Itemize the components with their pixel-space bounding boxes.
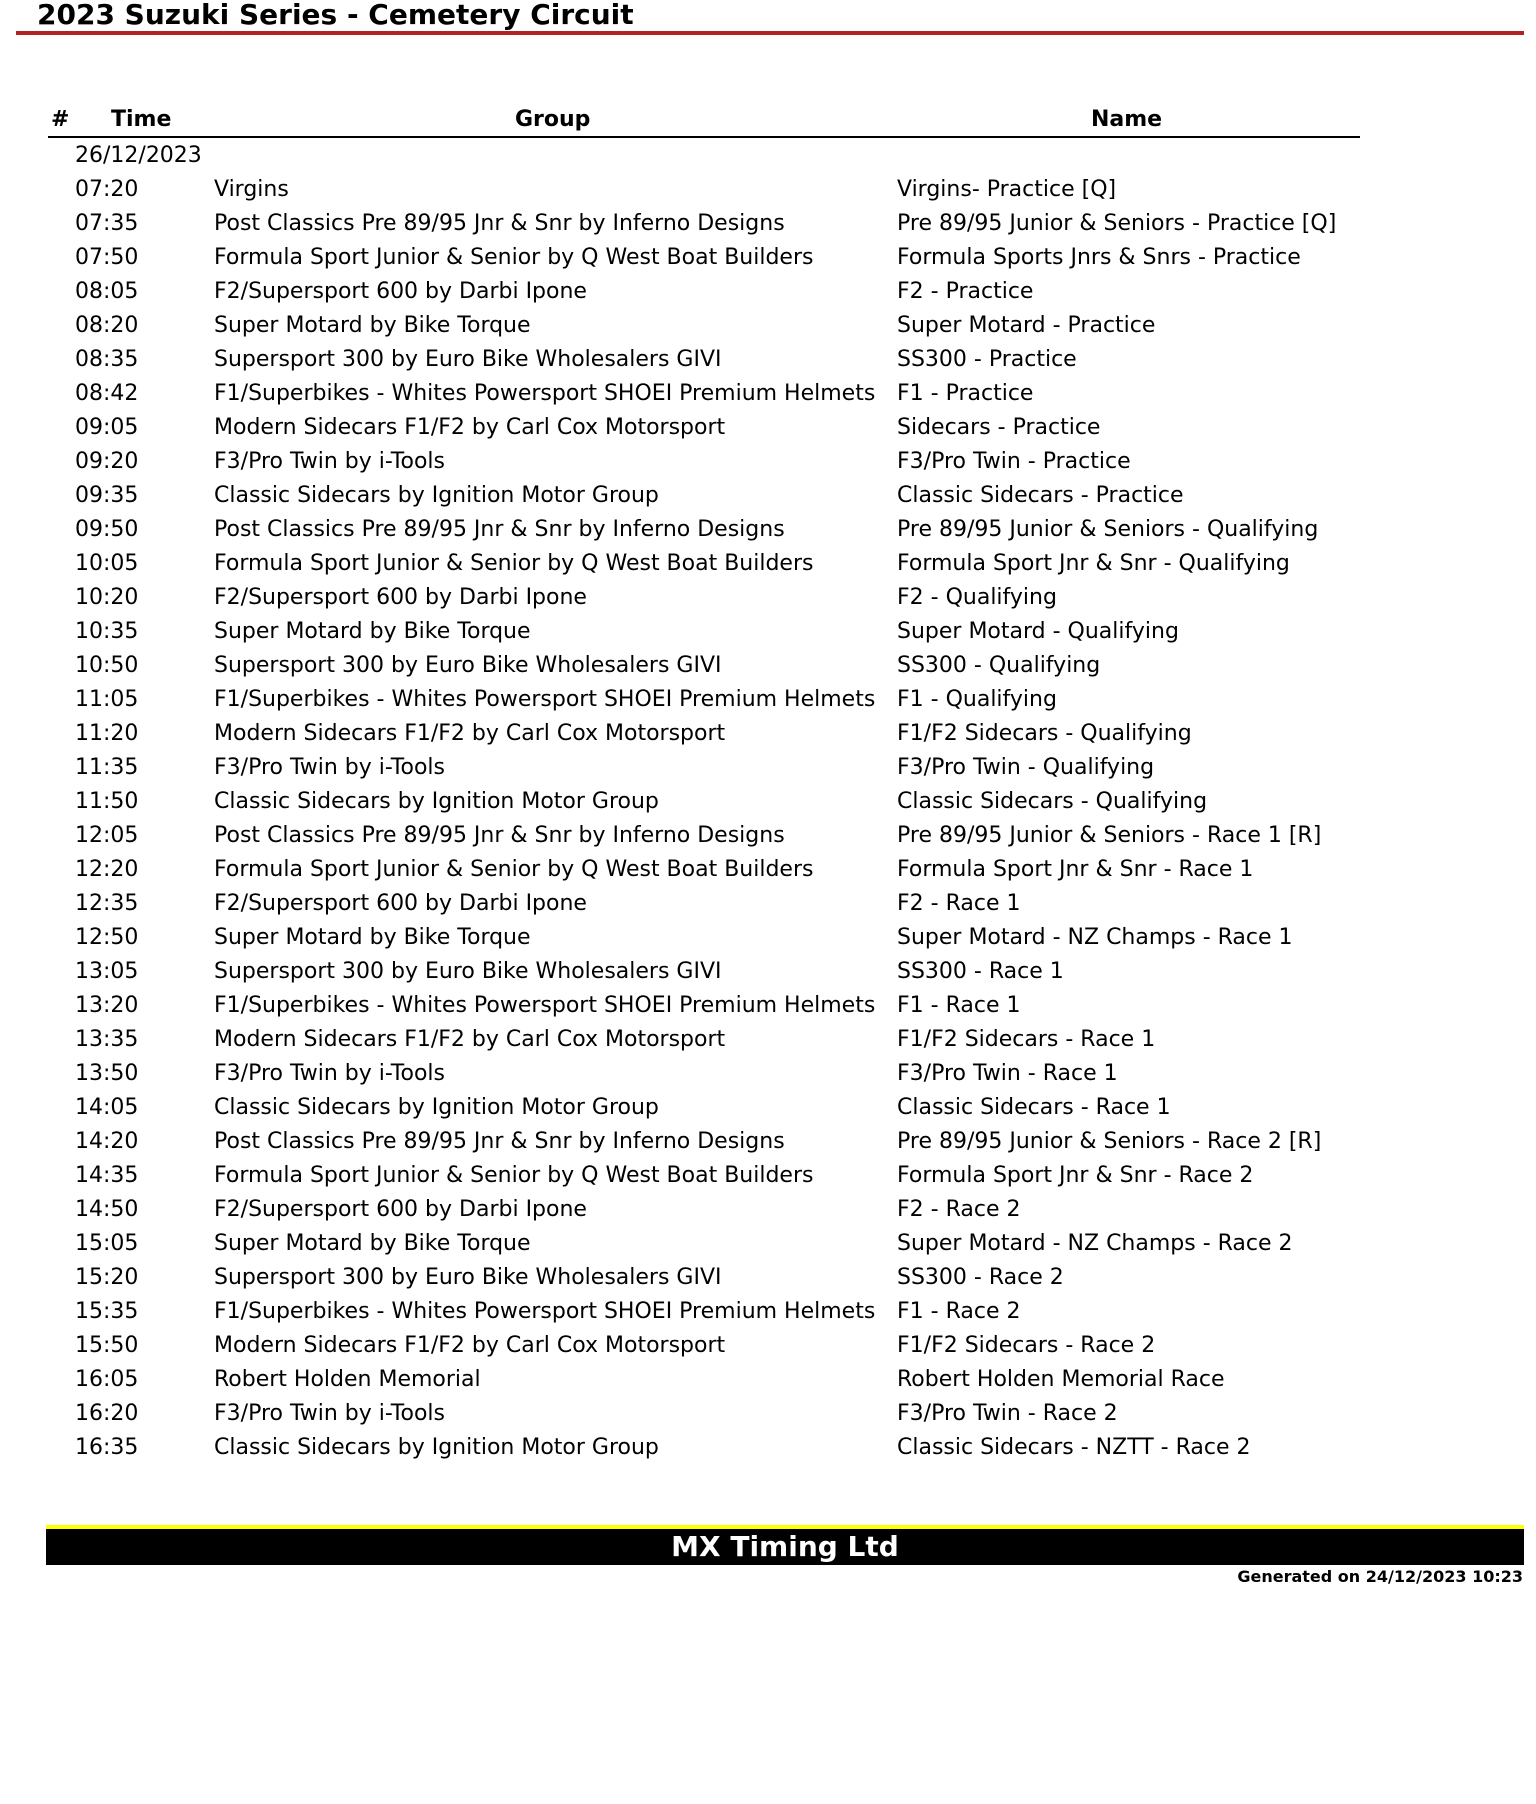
schedule-table-header <box>48 104 1360 138</box>
row-group: F2/Supersport 600 by Darbi Ipone <box>214 891 587 916</box>
row-name: Super Motard - Practice <box>897 313 1156 338</box>
row-time: 10:50 <box>75 653 139 678</box>
table-row <box>75 1329 1156 1363</box>
table-row <box>75 1431 1251 1465</box>
table-row <box>75 1295 1021 1329</box>
row-group: Supersport 300 by Euro Bike Wholesalers GIVI <box>214 347 722 372</box>
table-row <box>75 819 1322 853</box>
row-name: SS300 - Practice <box>897 347 1077 372</box>
row-name: F2 - Practice <box>897 279 1034 304</box>
table-row <box>75 1261 1064 1295</box>
row-group: Formula Sport Junior & Senior by Q West Boat Builders <box>214 551 814 576</box>
table-row <box>75 241 1301 275</box>
table-row <box>75 1057 1118 1091</box>
row-time: 09:05 <box>75 415 139 440</box>
table-row <box>75 309 1156 343</box>
row-group: F1/Superbikes - Whites Powersport SHOEI Premium Helmets <box>214 993 876 1018</box>
row-group: Post Classics Pre 89/95 Jnr & Snr by Inferno Designs <box>214 517 785 542</box>
table-row <box>75 785 1208 819</box>
row-time: 12:50 <box>75 925 139 950</box>
row-name: Formula Sports Jnrs & Snrs - Practice <box>897 245 1301 270</box>
row-name: F3/Pro Twin - Race 2 <box>897 1401 1118 1426</box>
generated-timestamp: Generated on 24/12/2023 10:23 <box>1237 1567 1523 1586</box>
row-name: F1 - Race 2 <box>897 1299 1021 1324</box>
row-time: 11:20 <box>75 721 139 746</box>
row-time: 08:42 <box>75 381 139 406</box>
row-name: Super Motard - NZ Champs - Race 1 <box>897 925 1293 950</box>
table-row <box>75 207 1337 241</box>
table-row <box>75 615 1179 649</box>
row-group: Super Motard by Bike Torque <box>214 313 531 338</box>
table-row <box>75 887 1021 921</box>
row-name: F1 - Qualifying <box>897 687 1057 712</box>
row-time: 09:50 <box>75 517 139 542</box>
row-time: 07:20 <box>75 177 139 202</box>
table-row <box>75 683 1057 717</box>
row-group: Classic Sidecars by Ignition Motor Group <box>214 1435 659 1460</box>
row-group: Formula Sport Junior & Senior by Q West Boat Builders <box>214 857 814 882</box>
row-time: 12:20 <box>75 857 139 882</box>
row-group: F1/Superbikes - Whites Powersport SHOEI Premium Helmets <box>214 687 876 712</box>
title-divider <box>16 31 1524 35</box>
row-group: Robert Holden Memorial <box>214 1367 481 1392</box>
row-name: Formula Sport Jnr & Snr - Race 2 <box>897 1163 1254 1188</box>
row-name: F1/F2 Sidecars - Race 2 <box>897 1333 1156 1358</box>
table-row <box>75 173 1117 207</box>
row-time: 10:20 <box>75 585 139 610</box>
row-group: Classic Sidecars by Ignition Motor Group <box>214 789 659 814</box>
schedule-table-body <box>75 139 1337 1465</box>
row-group: Super Motard by Bike Torque <box>214 925 531 950</box>
table-row <box>75 649 1101 683</box>
row-name: Pre 89/95 Junior & Seniors - Race 2 [R] <box>897 1129 1322 1154</box>
row-name: F2 - Race 2 <box>897 1197 1021 1222</box>
table-row <box>75 547 1290 581</box>
table-row <box>75 1091 1171 1125</box>
row-group: F2/Supersport 600 by Darbi Ipone <box>214 1197 587 1222</box>
row-time: 13:35 <box>75 1027 139 1052</box>
row-name: F3/Pro Twin - Race 1 <box>897 1061 1118 1086</box>
row-time: 08:20 <box>75 313 139 338</box>
row-name: F1 - Practice <box>897 381 1034 406</box>
table-row <box>75 1397 1118 1431</box>
table-row <box>75 1193 1021 1227</box>
row-name: Classic Sidecars - Qualifying <box>897 789 1208 814</box>
row-time: 09:20 <box>75 449 139 474</box>
row-name: SS300 - Race 1 <box>897 959 1064 984</box>
table-row <box>75 275 1034 309</box>
row-time: 16:05 <box>75 1367 139 1392</box>
table-row <box>75 581 1057 615</box>
row-name: Super Motard - Qualifying <box>897 619 1179 644</box>
table-row <box>75 717 1192 751</box>
row-name: Virgins- Practice [Q] <box>897 177 1117 202</box>
row-time: 14:20 <box>75 1129 139 1154</box>
row-name: Sidecars - Practice <box>897 415 1101 440</box>
row-name: F1 - Race 1 <box>897 993 1021 1018</box>
table-row <box>75 411 1101 445</box>
row-name: F1/F2 Sidecars - Race 1 <box>897 1027 1156 1052</box>
row-name: Robert Holden Memorial Race <box>897 1367 1225 1392</box>
row-name: SS300 - Race 2 <box>897 1265 1064 1290</box>
row-group: F2/Supersport 600 by Darbi Ipone <box>214 279 587 304</box>
table-row <box>75 1227 1293 1261</box>
row-time: 08:05 <box>75 279 139 304</box>
column-header-name: Name <box>1091 107 1163 132</box>
row-group: F3/Pro Twin by i-Tools <box>214 1061 445 1086</box>
row-group: F3/Pro Twin by i-Tools <box>214 755 445 780</box>
row-time: 07:35 <box>75 211 139 236</box>
row-group: Formula Sport Junior & Senior by Q West Boat Builders <box>214 1163 814 1188</box>
row-time: 13:20 <box>75 993 139 1018</box>
column-header-number: # <box>51 107 70 132</box>
table-row <box>75 1125 1322 1159</box>
row-name: F2 - Qualifying <box>897 585 1057 610</box>
row-time: 11:50 <box>75 789 139 814</box>
table-row <box>75 1023 1156 1057</box>
row-group: Modern Sidecars F1/F2 by Carl Cox Motorsport <box>214 1027 726 1052</box>
column-header-time: Time <box>111 107 172 132</box>
row-time: 13:50 <box>75 1061 139 1086</box>
row-time: 10:05 <box>75 551 139 576</box>
row-time: 11:05 <box>75 687 139 712</box>
row-group: F2/Supersport 600 by Darbi Ipone <box>214 585 587 610</box>
table-row <box>75 989 1021 1023</box>
table-row <box>75 377 1034 411</box>
row-name: SS300 - Qualifying <box>897 653 1101 678</box>
row-time: 07:50 <box>75 245 139 270</box>
row-time: 15:05 <box>75 1231 139 1256</box>
row-name: F2 - Race 1 <box>897 891 1021 916</box>
row-name: Pre 89/95 Junior & Seniors - Practice [Q] <box>897 211 1337 236</box>
footer-company-bar: MX Timing Ltd <box>46 1525 1524 1565</box>
row-time: 12:05 <box>75 823 139 848</box>
row-group: Formula Sport Junior & Senior by Q West Boat Builders <box>214 245 814 270</box>
date-group-label: 26/12/2023 <box>75 143 202 168</box>
row-group: Classic Sidecars by Ignition Motor Group <box>214 483 659 508</box>
row-group: Supersport 300 by Euro Bike Wholesalers GIVI <box>214 959 722 984</box>
row-name: F3/Pro Twin - Practice <box>897 449 1131 474</box>
table-row <box>75 955 1064 989</box>
row-group: F3/Pro Twin by i-Tools <box>214 449 445 474</box>
row-group: Classic Sidecars by Ignition Motor Group <box>214 1095 659 1120</box>
row-name: Classic Sidecars - Race 1 <box>897 1095 1171 1120</box>
row-name: F3/Pro Twin - Qualifying <box>897 755 1155 780</box>
row-time: 15:20 <box>75 1265 139 1290</box>
table-row <box>75 1363 1225 1397</box>
row-group: Modern Sidecars F1/F2 by Carl Cox Motorsport <box>214 1333 726 1358</box>
table-row <box>75 921 1293 955</box>
row-time: 10:35 <box>75 619 139 644</box>
row-name: Super Motard - NZ Champs - Race 2 <box>897 1231 1293 1256</box>
column-header-group: Group <box>515 107 591 132</box>
row-time: 09:35 <box>75 483 139 508</box>
table-row <box>75 853 1254 887</box>
row-group: Supersport 300 by Euro Bike Wholesalers GIVI <box>214 1265 722 1290</box>
table-row <box>75 343 1077 377</box>
page-title: 2023 Suzuki Series - Cemetery Circuit <box>37 0 634 31</box>
row-time: 12:35 <box>75 891 139 916</box>
row-time: 13:05 <box>75 959 139 984</box>
table-row <box>75 445 1131 479</box>
row-time: 14:05 <box>75 1095 139 1120</box>
table-row <box>75 479 1184 513</box>
row-time: 16:35 <box>75 1435 139 1460</box>
row-name: Classic Sidecars - Practice <box>897 483 1184 508</box>
row-group: Supersport 300 by Euro Bike Wholesalers GIVI <box>214 653 722 678</box>
row-time: 08:35 <box>75 347 139 372</box>
row-time: 14:50 <box>75 1197 139 1222</box>
row-name: Classic Sidecars - NZTT - Race 2 <box>897 1435 1251 1460</box>
row-name: Formula Sport Jnr & Snr - Qualifying <box>897 551 1290 576</box>
row-name: F1/F2 Sidecars - Qualifying <box>897 721 1192 746</box>
row-group: F3/Pro Twin by i-Tools <box>214 1401 445 1426</box>
row-group: Virgins <box>214 177 289 202</box>
row-group: Super Motard by Bike Torque <box>214 1231 531 1256</box>
table-row <box>75 751 1155 785</box>
row-group: Post Classics Pre 89/95 Jnr & Snr by Inferno Designs <box>214 211 785 236</box>
row-time: 15:50 <box>75 1333 139 1358</box>
row-group: F1/Superbikes - Whites Powersport SHOEI Premium Helmets <box>214 381 876 406</box>
table-row <box>75 1159 1254 1193</box>
table-row <box>75 513 1319 547</box>
row-time: 16:20 <box>75 1401 139 1426</box>
row-group: F1/Superbikes - Whites Powersport SHOEI Premium Helmets <box>214 1299 876 1324</box>
row-name: Pre 89/95 Junior & Seniors - Qualifying <box>897 517 1319 542</box>
row-group: Post Classics Pre 89/95 Jnr & Snr by Inferno Designs <box>214 823 785 848</box>
row-name: Pre 89/95 Junior & Seniors - Race 1 [R] <box>897 823 1322 848</box>
row-group: Super Motard by Bike Torque <box>214 619 531 644</box>
row-time: 14:35 <box>75 1163 139 1188</box>
row-group: Post Classics Pre 89/95 Jnr & Snr by Inferno Designs <box>214 1129 785 1154</box>
row-group: Modern Sidecars F1/F2 by Carl Cox Motorsport <box>214 415 726 440</box>
row-time: 15:35 <box>75 1299 139 1324</box>
row-time: 11:35 <box>75 755 139 780</box>
row-group: Modern Sidecars F1/F2 by Carl Cox Motorsport <box>214 721 726 746</box>
row-name: Formula Sport Jnr & Snr - Race 1 <box>897 857 1254 882</box>
